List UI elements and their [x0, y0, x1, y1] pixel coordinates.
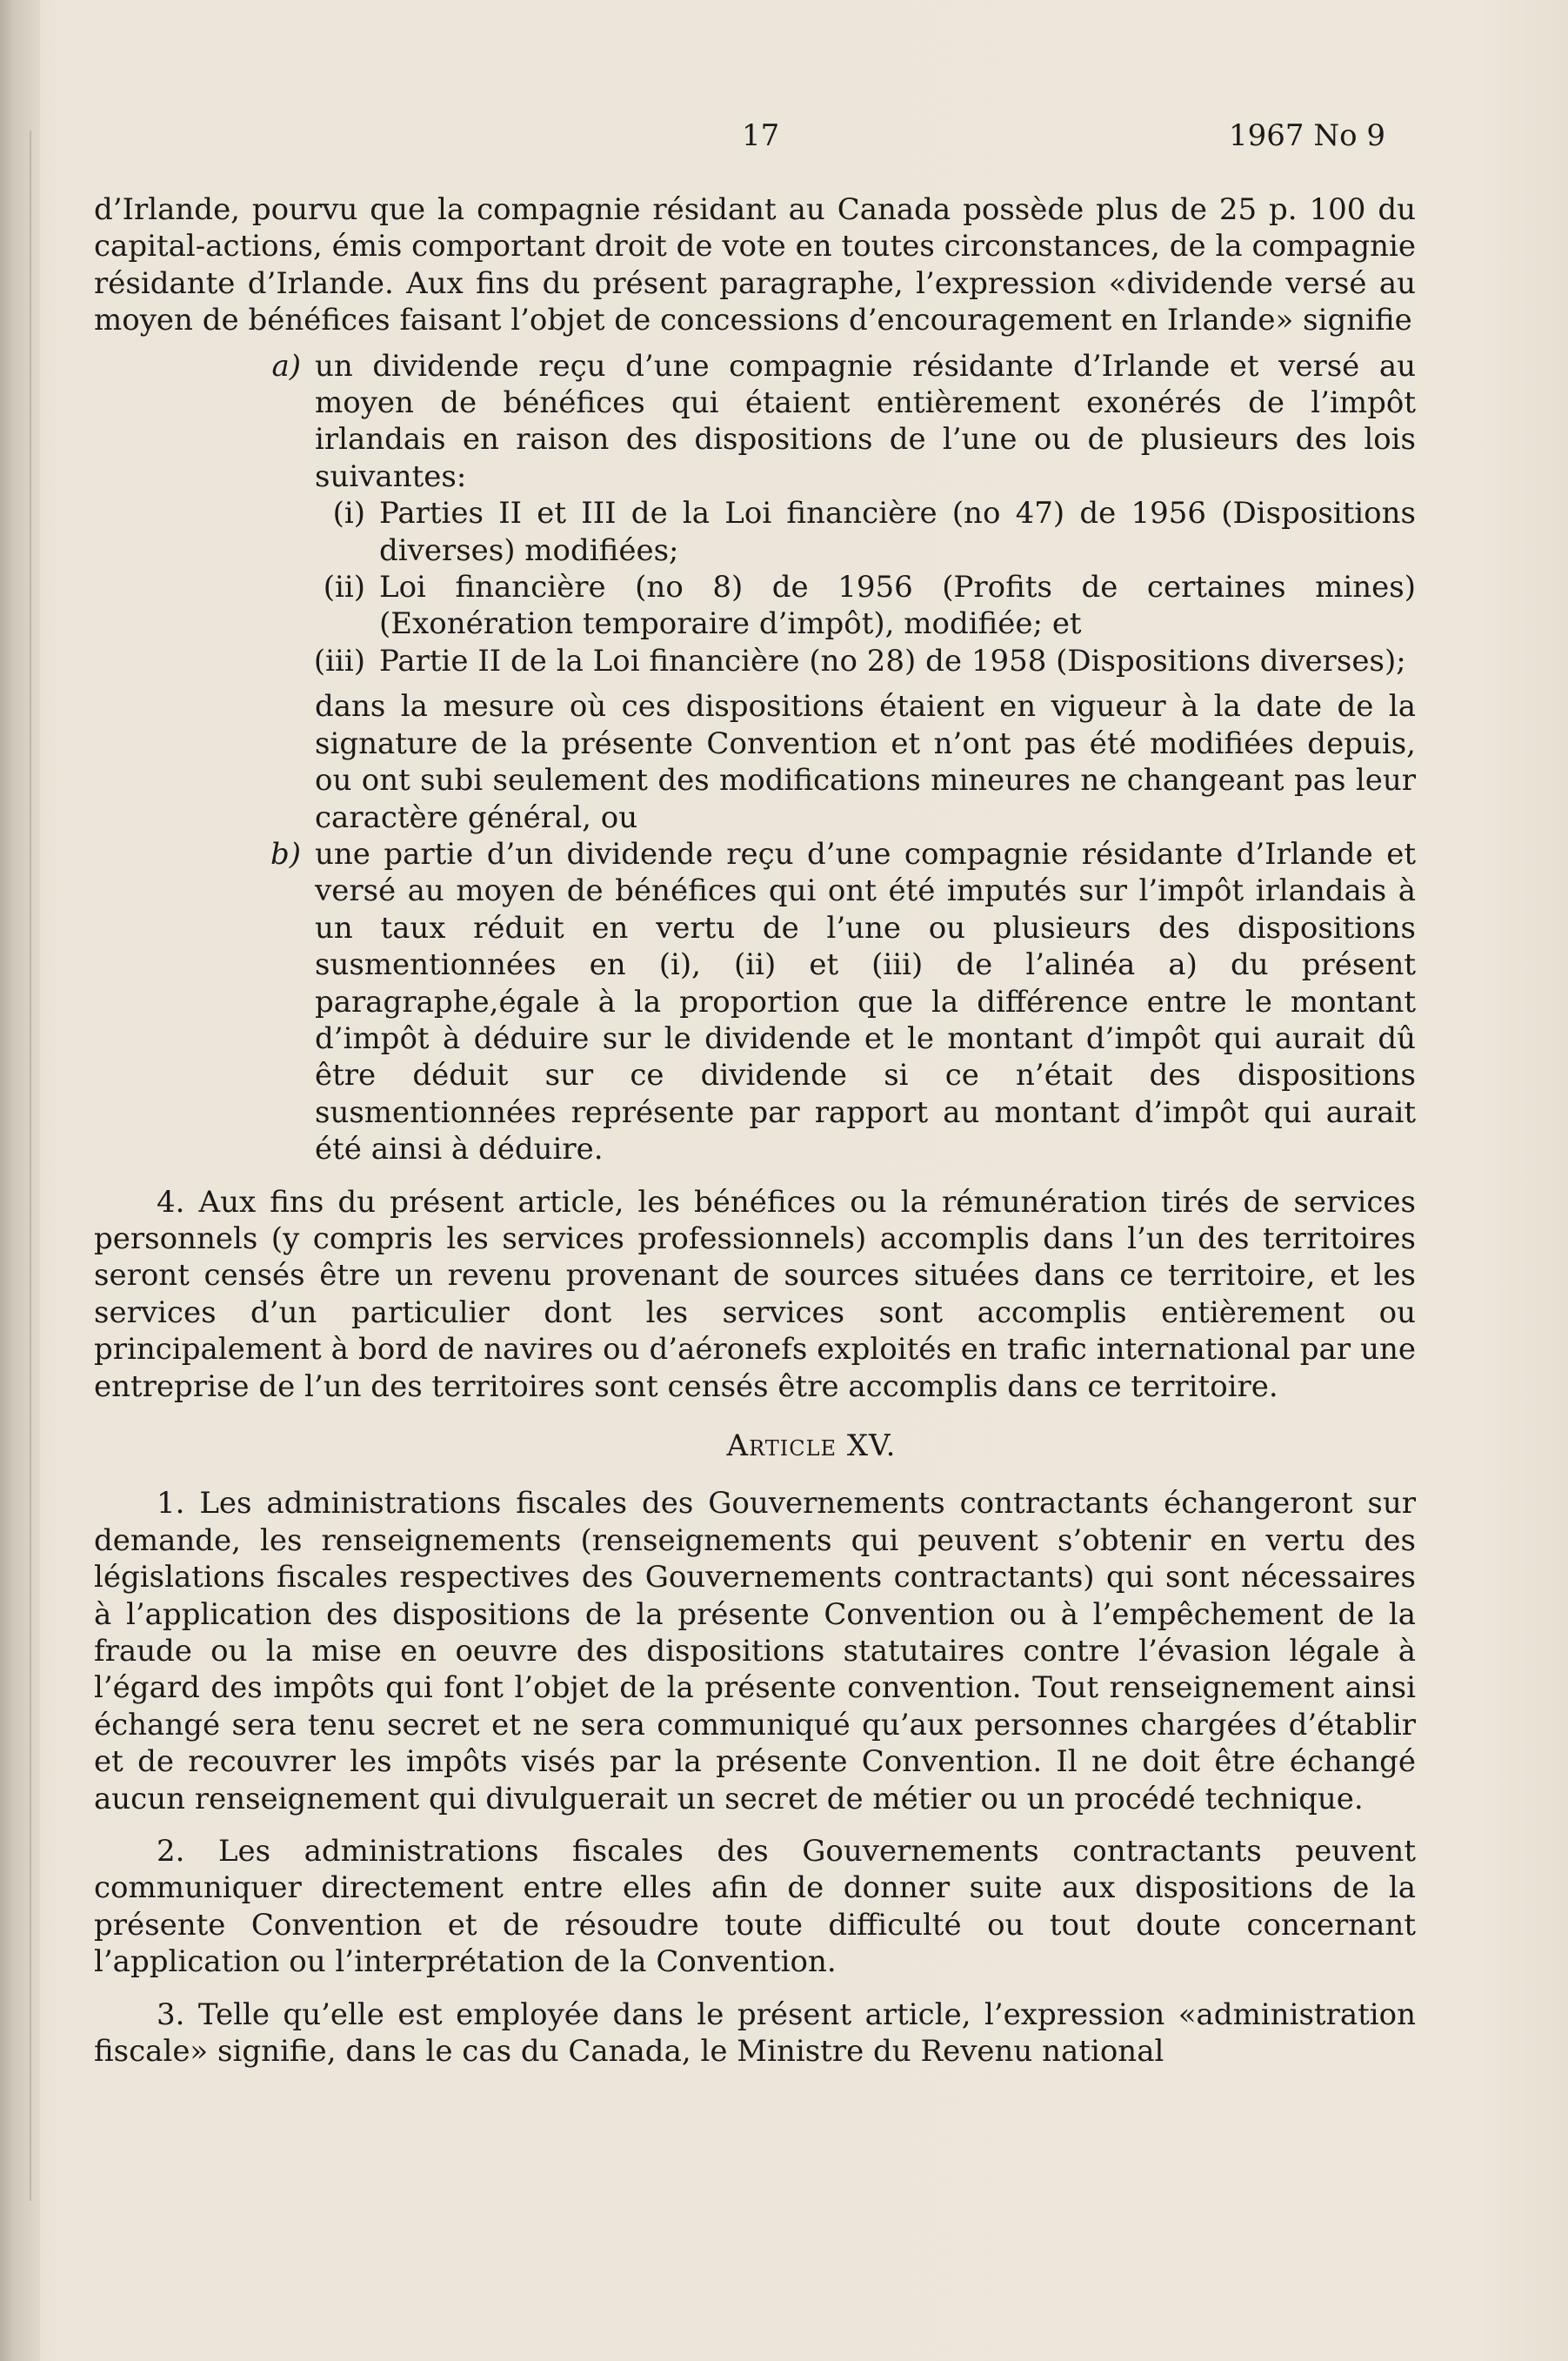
- law-item-text: Partie II de la Loi financière (no 28) de 1958 (Dispositions diverses);: [379, 643, 1406, 679]
- article-15-paragraph-3: 3. Telle qu’elle est employée dans le présent article, l’expression «administration fiscale» signifie, dans le cas du Canada, le Ministre du Revenu national: [94, 1996, 1416, 2070]
- page-body: [94, 191, 1416, 2070]
- item-a-continuation: dans la mesure où ces dispositions étaient en vigueur à la date de la signature de la présente Convention et n’ont pas été modifiées depuis, ou ont subi seulement des modifications mineures ne changeant pas leur caractère général, ou: [315, 689, 1416, 835]
- item-a: [94, 348, 1416, 496]
- law-item-marker: (i): [332, 496, 365, 532]
- item-b-marker: b): [270, 836, 301, 872]
- page-header: [0, 118, 1568, 171]
- page-number: 17: [742, 118, 780, 153]
- article-15-paragraph-2: 2. Les administrations fiscales des Gouvernements contractants peuvent communiquer directement entre elles afin de donner suite aux dispositions de la présente Convention et de résoudre toute difficulté ou tout doute concernant l’application ou l’interprétation de la Convention.: [94, 1834, 1416, 1980]
- law-item-marker: (iii): [313, 643, 365, 679]
- document-reference: 1967 No 9: [1229, 118, 1385, 153]
- article-heading: Article XV.: [726, 1428, 897, 1463]
- article-15-paragraph-1: 1. Les administrations fiscales des Gouvernements contractants échangeront sur demande, les renseignements (renseignements qui peuvent s’obtenir en vertu des législations fiscales respectives des Gouvernements contractants) qui sont nécessaires à l’application des dispositions de la présente Convention ou à l’empêchement de la fraude ou la mise en oeuvre des dispositions statutaires contre l’évasion légale à l’égard des impôts qui font l’objet de la présente convention. Tout renseignement ainsi échangé sera tenu secret et ne sera communiqué qu’aux personnes chargées d’établir et de recouvrer les impôts visés par la présente Convention. Il ne doit être échangé aucun renseignement qui divulguerait un secret de métier ou un procédé technique.: [94, 1486, 1416, 1816]
- law-item: [94, 495, 1416, 569]
- item-a-text: un dividende reçu d’une compagnie résidante d’Irlande et versé au moyen de bénéfices qui étaient entièrement exonérés de l’impôt irlandais en raison des dispositions de l’une ou de plusieurs des lois suivantes:: [315, 348, 1416, 494]
- law-item-text: Parties II et III de la Loi financière (no 47) de 1956 (Dispositions diverses) modifiées;: [379, 496, 1416, 568]
- binding-line: [30, 130, 31, 2201]
- law-item: [94, 569, 1416, 643]
- item-a-marker: a): [271, 348, 301, 384]
- law-item-marker: (ii): [323, 570, 365, 605]
- item-b: [94, 836, 1416, 1168]
- book-spine-shadow: [0, 0, 40, 2361]
- law-item-text: Loi financière (no 8) de 1956 (Profits de certaines mines) (Exonération temporaire d’impôt), modifiée; et: [379, 570, 1416, 642]
- item-b-text: une partie d’un dividende reçu d’une compagnie résidante d’Irlande et versé au moyen de bénéfices qui ont été imputés sur l’impôt irlandais à un taux réduit en vertu de l’une ou plusieurs des dispositions susmentionnées en (i), (ii) et (iii) de l’alinéa a) du présent paragraphe,égale à la proportion que la différence entre le montant d’impôt à déduire sur le dividende et le montant d’impôt qui aurait dû être déduit sur ce dividende si ce n’était des dispositions susmentionnées représente par rapport au montant d’impôt qui aurait été ainsi à déduire.: [315, 836, 1416, 1167]
- intro-paragraph: d’Irlande, pourvu que la compagnie résidant au Canada possède plus de 25 p. 100 du capital-actions, émis comportant droit de vote en toutes circonstances, de la compagnie résidante d’Irlande. Aux fins du présent paragraphe, l’expression «dividende versé au moyen de bénéfices faisant l’objet de concessions d’encouragement en Irlande» signifie: [94, 192, 1416, 338]
- law-item: [94, 643, 1416, 679]
- paragraph-4: 4. Aux fins du présent article, les bénéfices ou la rémunération tirés de services personnels (y compris les services professionnels) accomplis dans l’un des territoires seront censés être un revenu provenant de sources situées dans ce territoire, et les services d’un particulier dont les services sont accomplis entièrement ou principalement à bord de navires ou d’aéronefs exploités en trafic international par une entreprise de l’un des territoires sont censés être accomplis dans ce territoire.: [94, 1184, 1416, 1404]
